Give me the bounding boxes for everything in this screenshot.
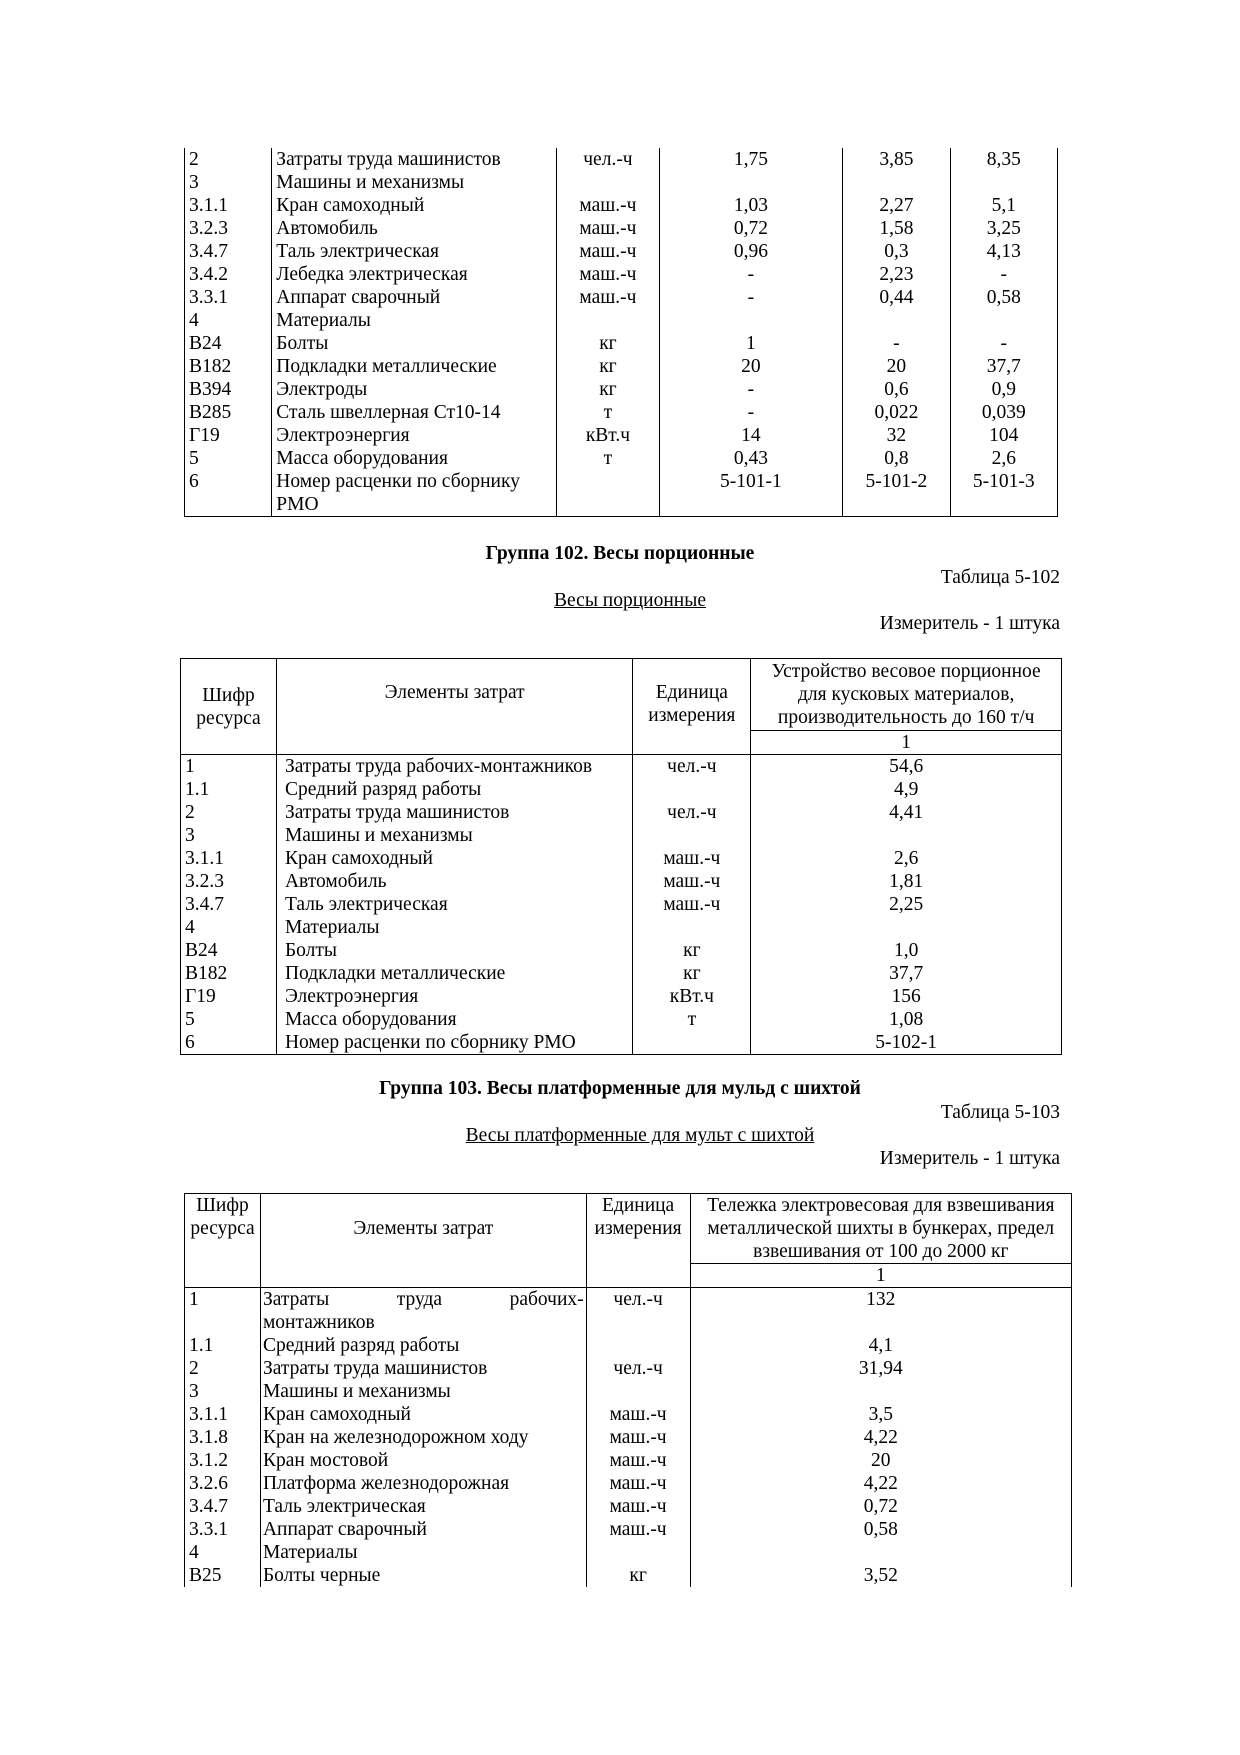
- cell-value-3: [950, 309, 1057, 332]
- cell-code: 2: [185, 148, 272, 171]
- cell-code: 3.3.1: [185, 1518, 261, 1541]
- cell-unit: [586, 1380, 690, 1403]
- table-row: [181, 847, 1062, 870]
- table-row: [185, 1564, 1072, 1587]
- cell-unit: маш.-ч: [586, 1426, 690, 1449]
- cell-code: 3.3.1: [185, 286, 272, 309]
- table-row: [185, 1541, 1072, 1564]
- cell-code: В394: [185, 378, 272, 401]
- table-row: [181, 939, 1062, 962]
- cell-value-1: [690, 1380, 1071, 1403]
- cell-name: Подкладки металлические: [276, 962, 632, 985]
- cell-unit: [586, 1334, 690, 1357]
- cell-name: Затраты труда машинистов: [272, 148, 557, 171]
- header-unit: Единица измерения: [586, 1194, 690, 1288]
- cell-code: 3.2.3: [185, 217, 272, 240]
- table-row: [185, 355, 1058, 378]
- cell-code: Г19: [181, 985, 277, 1008]
- table-5-103: [184, 1193, 1072, 1587]
- cell-name: Материалы: [272, 309, 557, 332]
- group-103-title: Группа 103. Весы платформенные для мульд с шихтой: [379, 1078, 861, 1099]
- table-row: [185, 401, 1058, 424]
- table-5-102-label: Таблица 5-102: [940, 567, 1060, 588]
- cell-value-3: 0,039: [950, 401, 1057, 424]
- cell-value-1: [751, 824, 1062, 847]
- cell-value-1: 4,41: [751, 801, 1062, 824]
- cell-unit: [633, 824, 751, 847]
- cell-name: Подкладки металлические: [272, 355, 557, 378]
- cell-name: Средний разряд работы: [276, 778, 632, 801]
- table-row: [185, 171, 1058, 194]
- cell-unit: т: [557, 447, 659, 470]
- cell-unit: [557, 470, 659, 517]
- cell-name: Болты черные: [260, 1564, 586, 1587]
- cell-value-2: 2,27: [843, 194, 950, 217]
- cell-name: Кран самоходный: [276, 847, 632, 870]
- header-name: Элементы затрат: [276, 659, 632, 755]
- cell-unit: маш.-ч: [586, 1495, 690, 1518]
- cell-value-1: 5-101-1: [659, 470, 843, 517]
- cell-value-1: 1,03: [659, 194, 843, 217]
- cell-name: Кран самоходный: [260, 1403, 586, 1426]
- cell-name: Лебедка электрическая: [272, 263, 557, 286]
- table-row: [181, 1031, 1062, 1055]
- cell-value-3: 5-101-3: [950, 470, 1057, 517]
- cell-value-1: -: [659, 401, 843, 424]
- cell-value-1: 3,5: [690, 1403, 1071, 1426]
- cell-unit: маш.-ч: [586, 1472, 690, 1495]
- cell-unit: [633, 1031, 751, 1055]
- cell-unit: маш.-ч: [557, 286, 659, 309]
- cell-code: 1: [185, 1288, 261, 1335]
- header-column-1: Устройство весовое порционное для кусковых материалов, производительность до 160 т/ч: [751, 659, 1062, 731]
- cell-code: В182: [185, 355, 272, 378]
- cell-unit: кВт.ч: [557, 424, 659, 447]
- table-row: [185, 378, 1058, 401]
- cell-unit: кг: [586, 1564, 690, 1587]
- header-column-1-number: 1: [690, 1264, 1071, 1288]
- cell-code: 3.1.8: [185, 1426, 261, 1449]
- cell-unit: маш.-ч: [557, 194, 659, 217]
- cell-value-1: 14: [659, 424, 843, 447]
- cell-name-line: [263, 1288, 584, 1311]
- table-row: [185, 1472, 1072, 1495]
- cell-value-2: 32: [843, 424, 950, 447]
- cell-unit: маш.-ч: [633, 893, 751, 916]
- table-row: [181, 870, 1062, 893]
- cell-unit: кг: [557, 378, 659, 401]
- table-row: [181, 824, 1062, 847]
- table-5-102-measure: Измеритель - 1 штука: [879, 613, 1060, 634]
- cell-value-3: 3,25: [950, 217, 1057, 240]
- cell-value-1: 4,22: [690, 1472, 1071, 1495]
- cell-unit: [557, 171, 659, 194]
- cell-name-line: Номер расценки по сборнику: [276, 471, 520, 492]
- table-row: [185, 240, 1058, 263]
- cell-value-2: [843, 309, 950, 332]
- table-5-102-header: [181, 659, 1062, 755]
- cell-unit: [633, 916, 751, 939]
- table-5-103-label: Таблица 5-103: [940, 1102, 1060, 1123]
- table-5-102: [180, 658, 1062, 1055]
- cell-name: Затраты труда машинистов: [260, 1357, 586, 1380]
- cell-value-1: 1: [659, 332, 843, 355]
- cell-name: Затраты труда машинистов: [276, 801, 632, 824]
- table-5-102-subtitle: Весы порционные: [554, 590, 706, 611]
- cell-name-word: рабочих-: [509, 1289, 584, 1310]
- cell-value-1: 3,52: [690, 1564, 1071, 1587]
- table-5-103-subtitle: Весы платформенные для мульт с шихтой: [465, 1125, 815, 1146]
- cell-unit: чел.-ч: [633, 801, 751, 824]
- cell-unit: маш.-ч: [557, 240, 659, 263]
- cell-code: 3.4.7: [185, 1495, 261, 1518]
- cell-name: Аппарат сварочный: [260, 1518, 586, 1541]
- cell-code: 3.1.1: [181, 847, 277, 870]
- cell-unit: чел.-ч: [557, 148, 659, 171]
- cell-code: В24: [181, 939, 277, 962]
- cell-name: Материалы: [276, 916, 632, 939]
- cell-name: Масса оборудования: [276, 1008, 632, 1031]
- cell-unit: маш.-ч: [557, 217, 659, 240]
- table-5-103-header: [185, 1194, 1072, 1288]
- table-row: [181, 1008, 1062, 1031]
- cell-value-2: 0,6: [843, 378, 950, 401]
- cell-value-2: -: [843, 332, 950, 355]
- cell-value-1: [690, 1541, 1071, 1564]
- cell-code: 3.1.1: [185, 194, 272, 217]
- cell-value-3: 104: [950, 424, 1057, 447]
- cell-name: Машины и механизмы: [272, 171, 557, 194]
- cell-value-3: 4,13: [950, 240, 1057, 263]
- cell-code: 3.4.7: [181, 893, 277, 916]
- cell-value-1: [751, 916, 1062, 939]
- cell-name: Платформа железнодорожная: [260, 1472, 586, 1495]
- cell-value-1: 31,94: [690, 1357, 1071, 1380]
- table-5-103-measure: Измеритель - 1 штука: [879, 1148, 1060, 1169]
- table-row: [185, 1334, 1072, 1357]
- cell-value-2: 2,23: [843, 263, 950, 286]
- cell-value-1: 0,72: [659, 217, 843, 240]
- cell-name: Болты: [276, 939, 632, 962]
- cell-name: Таль электрическая: [260, 1495, 586, 1518]
- cell-code: 3: [185, 1380, 261, 1403]
- cell-unit: [557, 309, 659, 332]
- table-row: [185, 1449, 1072, 1472]
- table-row: [185, 286, 1058, 309]
- cell-value-1: -: [659, 263, 843, 286]
- table-row: [185, 309, 1058, 332]
- cell-value-1: 0,72: [690, 1495, 1071, 1518]
- cell-value-1: 37,7: [751, 962, 1062, 985]
- cell-value-2: 0,022: [843, 401, 950, 424]
- table-row: [185, 217, 1058, 240]
- table-row: [185, 1288, 1072, 1335]
- cell-value-1: 1,81: [751, 870, 1062, 893]
- table-row: [181, 778, 1062, 801]
- cell-value-3: [950, 171, 1057, 194]
- header-name: Элементы затрат: [260, 1194, 586, 1288]
- cell-code: 4: [185, 1541, 261, 1564]
- cell-value-1: 2,6: [751, 847, 1062, 870]
- cell-name: Машины и механизмы: [276, 824, 632, 847]
- table-row: [181, 962, 1062, 985]
- cell-value-1: 1,75: [659, 148, 843, 171]
- cell-name: Электроэнергия: [272, 424, 557, 447]
- table-row: [185, 263, 1058, 286]
- cell-unit: т: [557, 401, 659, 424]
- cell-value-2: 0,8: [843, 447, 950, 470]
- cell-unit: маш.-ч: [633, 847, 751, 870]
- cell-name: Электроды: [272, 378, 557, 401]
- table-row: [181, 801, 1062, 824]
- cell-code: В24: [185, 332, 272, 355]
- cell-name: Средний разряд работы: [260, 1334, 586, 1357]
- cell-value-1: 0,96: [659, 240, 843, 263]
- cell-code: Г19: [185, 424, 272, 447]
- group-102-title: Группа 102. Весы порционные: [485, 543, 755, 564]
- cell-value-1: [659, 309, 843, 332]
- table-row: [185, 1403, 1072, 1426]
- table-row: [185, 424, 1058, 447]
- cell-name: Сталь швеллерная Ст10-14: [272, 401, 557, 424]
- cell-name: Автомобиль: [272, 217, 557, 240]
- table-row: [185, 1518, 1072, 1541]
- cell-value-3: 8,35: [950, 148, 1057, 171]
- table-row: [185, 194, 1058, 217]
- cell-unit: [586, 1541, 690, 1564]
- cell-name-line: РМО: [276, 494, 319, 515]
- cell-value-1: -: [659, 286, 843, 309]
- cell-name: Аппарат сварочный: [272, 286, 557, 309]
- cell-code: 4: [185, 309, 272, 332]
- cell-unit: маш.-ч: [633, 870, 751, 893]
- cell-unit: маш.-ч: [557, 263, 659, 286]
- table-5-102-body: [181, 755, 1062, 1055]
- table-row: [185, 1426, 1072, 1449]
- table-row: [185, 148, 1058, 171]
- cell-code: 5: [185, 447, 272, 470]
- cell-unit: [633, 778, 751, 801]
- cell-name: Электроэнергия: [276, 985, 632, 1008]
- cell-unit: маш.-ч: [586, 1449, 690, 1472]
- cell-code: 3.4.7: [185, 240, 272, 263]
- cell-unit: маш.-ч: [586, 1518, 690, 1541]
- cell-value-3: 0,58: [950, 286, 1057, 309]
- cell-name: Автомобиль: [276, 870, 632, 893]
- cell-value-1: 1,0: [751, 939, 1062, 962]
- cell-value-2: 5-101-2: [843, 470, 950, 517]
- header-code: Шифр ресурса: [185, 1194, 261, 1288]
- cell-name-word: Затраты: [262, 1289, 330, 1310]
- cell-name: Номер расценки по сборнику РМО: [276, 1031, 632, 1055]
- cell-code: 3.1.2: [185, 1449, 261, 1472]
- cell-name: Таль электрическая: [272, 240, 557, 263]
- cell-code: 2: [185, 1357, 261, 1380]
- table-row: [185, 332, 1058, 355]
- cell-name: Кран самоходный: [272, 194, 557, 217]
- cell-value-2: 20: [843, 355, 950, 378]
- table-row: [181, 916, 1062, 939]
- cell-value-2: 3,85: [843, 148, 950, 171]
- cell-name: [272, 470, 557, 517]
- cell-value-1: 54,6: [751, 755, 1062, 779]
- cell-value-1: 0,58: [690, 1518, 1071, 1541]
- cell-value-1: -: [659, 378, 843, 401]
- cell-code: 3.2.3: [181, 870, 277, 893]
- table-row: [181, 893, 1062, 916]
- cell-code: 1: [181, 755, 277, 779]
- cell-code: В25: [185, 1564, 261, 1587]
- table-row: [185, 1495, 1072, 1518]
- cell-unit: кг: [633, 962, 751, 985]
- cell-name: Материалы: [260, 1541, 586, 1564]
- cell-value-1: 1,08: [751, 1008, 1062, 1031]
- header-code: Шифр ресурса: [181, 659, 277, 755]
- cell-name-word: труда: [396, 1289, 443, 1310]
- cell-name: Болты: [272, 332, 557, 355]
- cell-unit: чел.-ч: [586, 1288, 690, 1335]
- cell-unit: чел.-ч: [586, 1357, 690, 1380]
- cell-unit: кг: [557, 355, 659, 378]
- cell-unit: кг: [633, 939, 751, 962]
- cell-name: Машины и механизмы: [260, 1380, 586, 1403]
- table-5-101-continuation: [184, 148, 1058, 517]
- cell-code: 3.1.1: [185, 1403, 261, 1426]
- cell-value-3: -: [950, 263, 1057, 286]
- cell-name: Масса оборудования: [272, 447, 557, 470]
- cell-value-1: [659, 171, 843, 194]
- cell-code: 5: [181, 1008, 277, 1031]
- cell-code: 4: [181, 916, 277, 939]
- cell-code: 3.2.6: [185, 1472, 261, 1495]
- cell-code: 3: [185, 171, 272, 194]
- cell-value-1: 4,22: [690, 1426, 1071, 1449]
- table-row: [185, 447, 1058, 470]
- cell-value-1: 5-102-1: [751, 1031, 1062, 1055]
- cell-code: 1.1: [181, 778, 277, 801]
- cell-value-1: 4,9: [751, 778, 1062, 801]
- cell-value-3: 0,9: [950, 378, 1057, 401]
- cell-value-2: 1,58: [843, 217, 950, 240]
- cell-value-2: 0,44: [843, 286, 950, 309]
- cell-unit: чел.-ч: [633, 755, 751, 779]
- table-5-103-body: [185, 1288, 1072, 1588]
- cell-value-1: 156: [751, 985, 1062, 1008]
- cell-name: Кран мостовой: [260, 1449, 586, 1472]
- cell-code: 1.1: [185, 1334, 261, 1357]
- cell-code: 6: [185, 470, 272, 517]
- cell-code: 3: [181, 824, 277, 847]
- cell-value-2: [843, 171, 950, 194]
- table-row: [181, 985, 1062, 1008]
- cell-value-1: 2,25: [751, 893, 1062, 916]
- table-row: [181, 755, 1062, 779]
- cell-value-3: -: [950, 332, 1057, 355]
- cell-code: 3.4.2: [185, 263, 272, 286]
- cell-unit: маш.-ч: [586, 1403, 690, 1426]
- cell-value-1: 20: [690, 1449, 1071, 1472]
- cell-unit: кг: [557, 332, 659, 355]
- cell-value-1: 132: [690, 1288, 1071, 1335]
- cell-value-2: 0,3: [843, 240, 950, 263]
- header-column-1: Тележка электровесовая для взвешивания металлической шихты в бункерах, предел взвешивания от 100 до 2000 кг: [690, 1194, 1071, 1264]
- cell-value-1: 0,43: [659, 447, 843, 470]
- table-row: [185, 470, 1058, 517]
- header-column-1-number: 1: [751, 731, 1062, 755]
- table-row: [185, 1357, 1072, 1380]
- cell-unit: т: [633, 1008, 751, 1031]
- header-unit: Единица измерения: [633, 659, 751, 755]
- cell-value-3: 2,6: [950, 447, 1057, 470]
- cell-name: [260, 1288, 586, 1335]
- table-5-101-body: [185, 148, 1058, 517]
- cell-code: 6: [181, 1031, 277, 1055]
- cell-name: Затраты труда рабочих-монтажников: [276, 755, 632, 779]
- cell-value-1: 20: [659, 355, 843, 378]
- cell-unit: кВт.ч: [633, 985, 751, 1008]
- table-row: [185, 1380, 1072, 1403]
- cell-value-1: 4,1: [690, 1334, 1071, 1357]
- cell-code: 2: [181, 801, 277, 824]
- cell-name: Кран на железнодорожном ходу: [260, 1426, 586, 1449]
- cell-name-line: монтажников: [262, 1312, 375, 1333]
- cell-name: Таль электрическая: [276, 893, 632, 916]
- cell-code: В182: [181, 962, 277, 985]
- cell-value-3: 5,1: [950, 194, 1057, 217]
- cell-code: В285: [185, 401, 272, 424]
- cell-value-3: 37,7: [950, 355, 1057, 378]
